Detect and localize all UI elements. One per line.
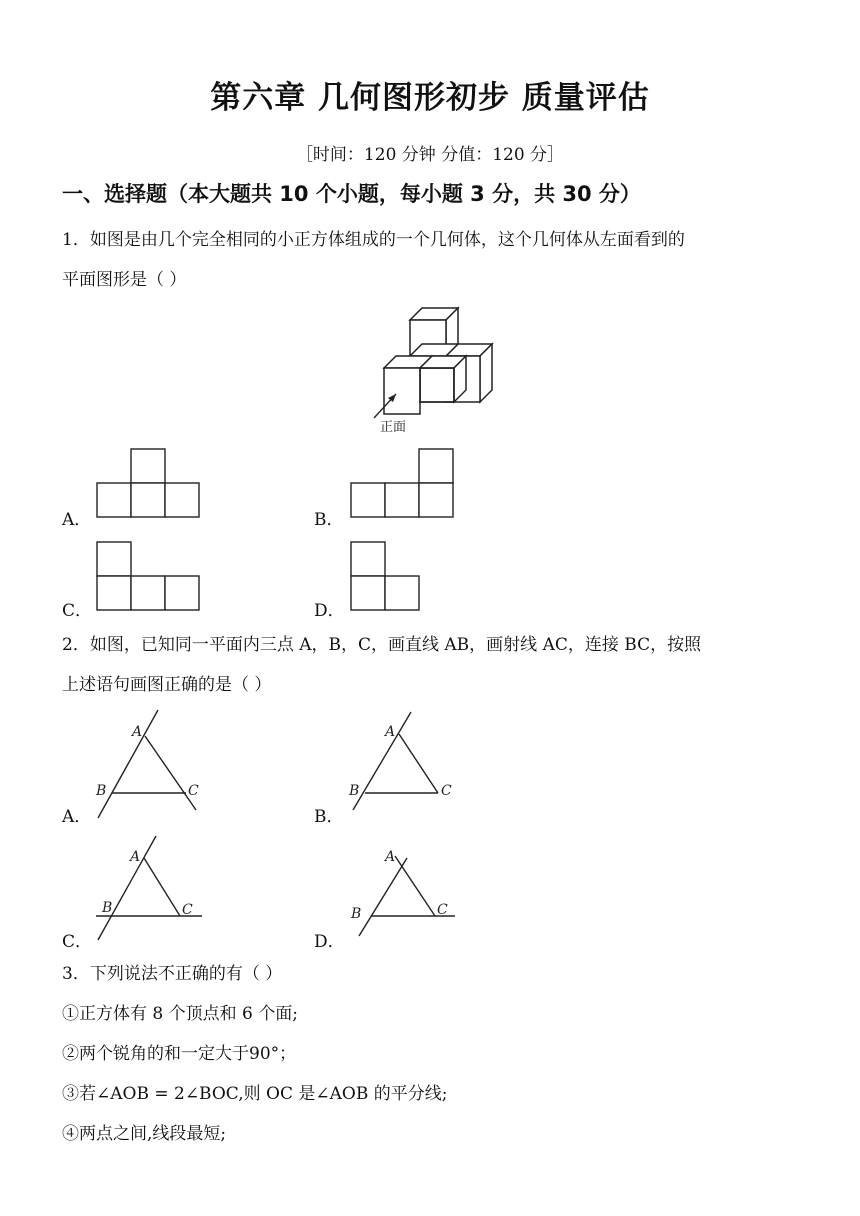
q3-item-2: ②两个锐角的和一定大于90°； xyxy=(62,1044,297,1064)
q2-text-line2: 上述语句画图正确的是（ ） xyxy=(62,675,272,695)
q2-option-c-figure[interactable] xyxy=(90,836,220,946)
point-c-label: C xyxy=(188,783,199,799)
point-c-label: C xyxy=(437,902,448,918)
point-c-label: C xyxy=(441,783,452,799)
q1-text-line1: 1．如图是由几个完全相同的小正方体组成的一个几何体，这个几何体从左面看到的 xyxy=(62,230,685,250)
q2-option-b-figure[interactable] xyxy=(345,710,475,820)
point-a-label: A xyxy=(130,849,141,865)
q1-text-line2: 平面图形是（ ） xyxy=(62,270,187,290)
q2-option-d-figure[interactable] xyxy=(345,836,475,946)
point-c-label: C xyxy=(182,902,193,918)
point-a-label: A xyxy=(385,849,396,865)
point-b-label: B xyxy=(102,900,113,916)
q2-option-c-label[interactable]: C． xyxy=(62,932,93,952)
point-a-label: A xyxy=(132,724,143,740)
q3-item-4: ④两点之间,线段最短; xyxy=(62,1124,227,1144)
q3-item-3: ③若∠AOB = 2∠BOC,则 OC 是∠AOB 的平分线; xyxy=(62,1084,448,1104)
q1-option-d-figure[interactable] xyxy=(350,540,422,612)
q1-option-a-figure[interactable] xyxy=(96,447,202,519)
exam-meta: ［时间：120 分钟 分值：120 分］ xyxy=(295,145,565,165)
q1-option-b-label[interactable]: B． xyxy=(314,510,344,530)
page-title: 第六章 几何图形初步 质量评估 xyxy=(210,80,650,116)
q3-text-line1: 3．下列说法不正确的有（ ） xyxy=(62,964,283,984)
q1-option-c-figure[interactable] xyxy=(96,540,202,612)
q2-option-d-label[interactable]: D． xyxy=(314,932,345,952)
q1-option-d-label[interactable]: D． xyxy=(314,601,345,621)
q1-option-b-figure[interactable] xyxy=(350,447,456,519)
q2-option-b-label[interactable]: B． xyxy=(314,807,344,827)
front-label: 正面 xyxy=(380,420,407,435)
point-b-label: B xyxy=(349,783,360,799)
q1-option-a-label[interactable]: A． xyxy=(62,510,92,530)
q1-solid-figure xyxy=(360,300,510,440)
q3-item-1: ①正方体有 8 个顶点和 6 个面; xyxy=(62,1004,298,1024)
q1-option-c-label[interactable]: C． xyxy=(62,601,93,621)
q2-option-a-figure[interactable] xyxy=(90,710,220,820)
q2-text-line1: 2．如图，已知同一平面内三点 A，B，C，画直线 AB，画射线 AC，连接 BC，按照 xyxy=(62,635,702,655)
point-a-label: A xyxy=(385,724,396,740)
point-b-label: B xyxy=(351,906,362,922)
point-b-label: B xyxy=(96,783,107,799)
section-heading: 一、选择题（本大题共 10 个小题，每小题 3 分，共 30 分） xyxy=(62,182,641,206)
q2-option-a-label[interactable]: A． xyxy=(62,807,92,827)
